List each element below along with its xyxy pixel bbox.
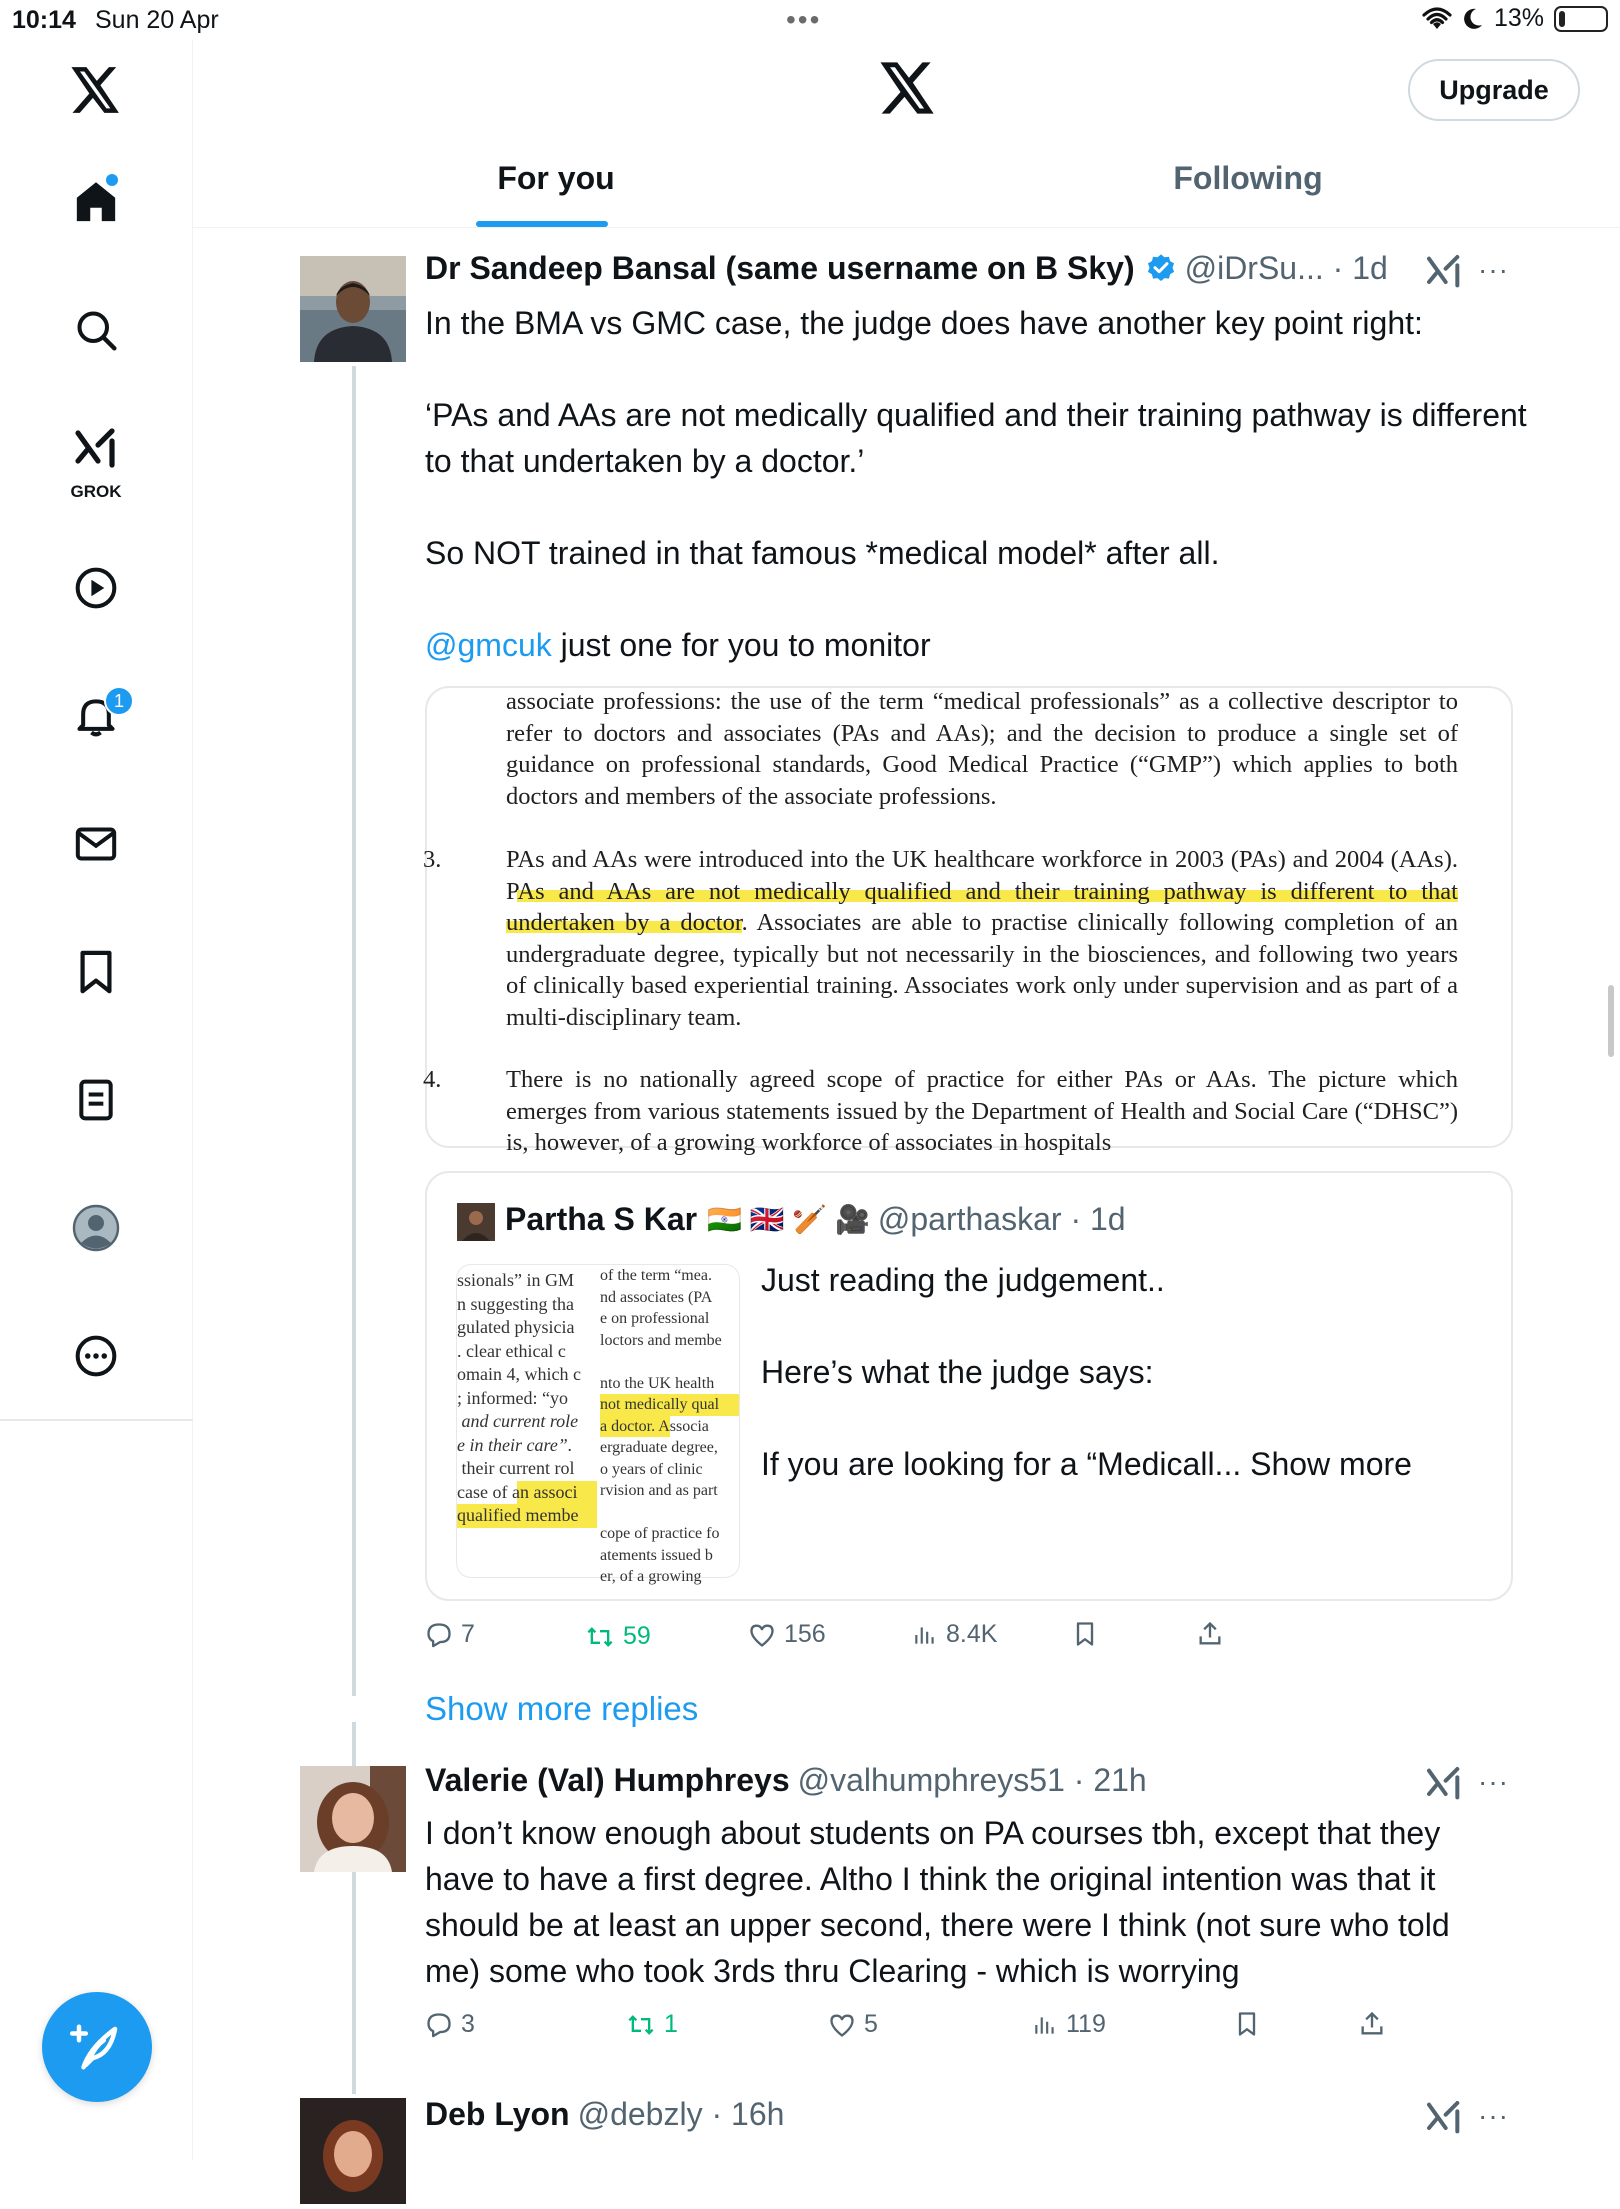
- more-options-icon[interactable]: ···: [1478, 254, 1509, 285]
- avatar-image: [300, 2098, 406, 2204]
- grok-icon[interactable]: [1424, 2098, 1464, 2138]
- repost-button[interactable]: [626, 2010, 678, 2039]
- tweet-text-4: [425, 622, 1535, 668]
- status-right: [1422, 4, 1608, 33]
- like-icon: [828, 2011, 856, 2039]
- tweet-header: [425, 250, 1388, 287]
- thumb-right-col: of the term “mea. nd associates (PA e on professional loctors and membe nto the UK health not medically qual a doctor. Associa ergraduate degree, o years of clinic rvision and as part cope of practice fo atements issued b er, of a growing: [600, 1265, 739, 1588]
- sidebar-lists[interactable]: [56, 1060, 136, 1140]
- scrollbar[interactable]: [1608, 985, 1614, 1057]
- doc-para-3-start: PAs and AAs were introduced into the UK healthcare workforce in 2003 (PAs) and 2004 (AAs). P: [506, 846, 1458, 905]
- display-name[interactable]: Dr Sandeep Bansal (same username on B Sky): [425, 250, 1135, 286]
- bookmark-icon: [1234, 2010, 1260, 2038]
- timeline-tabs: [193, 150, 1620, 228]
- quote-tweet[interactable]: [425, 1171, 1513, 1601]
- bookmark-button[interactable]: [1072, 1620, 1098, 1648]
- quote-line-1: Just reading the judgement..: [761, 1262, 1165, 1298]
- quote-avatar: [457, 1203, 495, 1241]
- sidebar-messages[interactable]: [56, 804, 136, 884]
- doc-paragraph-4: There is no nationally agreed scope of practice for either PAs or AAs. The picture which emerges from various statements issued by the Department of Health and Social Care (“DHSC”) is, however, of a growing workforce of associates in hospitals: [506, 1066, 1458, 1156]
- handle[interactable]: @debzly · 16h: [577, 2096, 785, 2132]
- video-icon: [74, 566, 118, 610]
- repost-count: 1: [664, 2010, 678, 2038]
- bookmark-icon: [1072, 1620, 1098, 1648]
- sidebar: [0, 40, 193, 2160]
- views-icon: [1032, 2011, 1058, 2039]
- status-bar: [0, 0, 1620, 40]
- sidebar-bookmarks[interactable]: [56, 932, 136, 1012]
- views-count: 8.4K: [946, 1620, 998, 1648]
- thumb-left-col: ssionals” in GM n suggesting tha gulated physicia . clear ethical c omain 4, which c ; informed: “yo and current role e in their care”. their current rol case of an associ qualified membe: [457, 1269, 597, 1528]
- views-button[interactable]: [1032, 2010, 1106, 2039]
- lists-icon: [76, 1078, 116, 1122]
- reply-count: 7: [461, 1620, 475, 1648]
- avatar[interactable]: [300, 1766, 406, 1872]
- avatar[interactable]: [300, 256, 406, 362]
- share-button[interactable]: [1358, 2010, 1386, 2038]
- reply-button[interactable]: [425, 1620, 475, 1649]
- doc-para-3-end: . Associates are able to practise clinically following completion of an undergraduate degree, typically but not necessarily in the biosciences, and following two years of clinically based experiential training. Associates work only under supervision and as part of a multi-disciplinary team.: [506, 909, 1458, 1031]
- moon-icon: [1462, 7, 1484, 31]
- grok-label: GROK: [70, 482, 122, 501]
- doc-paragraph-3: [506, 844, 1458, 1033]
- quote-line-2: Here’s what the judge says:: [761, 1354, 1154, 1390]
- views-button[interactable]: [912, 1620, 997, 1649]
- tweet-header: [425, 1762, 1147, 1799]
- quote-text: [761, 1257, 1412, 1487]
- bookmark-button[interactable]: [1234, 2010, 1260, 2038]
- reply-icon: [425, 2011, 453, 2039]
- avatar[interactable]: [300, 2098, 406, 2204]
- doc-paragraph-2: associate professions: the use of the term “medical professionals” as a collective descriptor to refer to doctors and associates (PAs and AAs); and the decision to produce a single set of guidance on professional standards, Good Medical Practice (“GMP”) which applies to both doctors and members of the associate professions.: [506, 688, 1458, 810]
- compose-button[interactable]: [42, 1992, 152, 2102]
- tweet-text-1: In the BMA vs GMC case, the judge does have another key point right:: [425, 305, 1423, 341]
- doc-number-4: 4.: [423, 1066, 442, 1093]
- battery-percent: 13%: [1493, 4, 1544, 32]
- sidebar-profile[interactable]: [56, 1188, 136, 1268]
- thread-line: [352, 366, 356, 1696]
- like-count: 156: [784, 1620, 826, 1648]
- tweet-text-2: ‘PAs and AAs are not medically qualified and their training pathway is different to that undertaken by a doctor.’: [425, 397, 1536, 479]
- tweet-text-4-rest: just one for you to monitor: [551, 627, 931, 663]
- avatar-image: [300, 1766, 406, 1872]
- profile-icon: [72, 1204, 120, 1252]
- grok-icon[interactable]: [1424, 1764, 1464, 1804]
- status-time: 10:14: [12, 6, 76, 34]
- tweet-header: [425, 2096, 784, 2133]
- handle[interactable]: @valhumphreys51 · 21h: [797, 1762, 1147, 1798]
- reply-button[interactable]: [425, 2010, 475, 2039]
- tweet-text: I don’t know enough about students on PA courses tbh, except that they have to have a first degree. Altho I think the original intention was that it should be at least an upper second, there were I think (not sure who told me) some who took 3rds thru Clearing - which is worrying: [425, 1815, 1459, 1989]
- more-circle-icon: [74, 1334, 118, 1378]
- repost-icon: [585, 1623, 615, 1651]
- sidebar-video[interactable]: [56, 548, 136, 628]
- like-icon: [748, 1621, 776, 1649]
- avatar-image: [300, 256, 406, 362]
- more-options-icon[interactable]: ···: [1478, 2100, 1509, 2131]
- handle[interactable]: @iDrSu... · 1d: [1184, 250, 1388, 286]
- quote-header: [505, 1201, 1126, 1238]
- quote-image: [457, 1265, 739, 1585]
- mention-link[interactable]: @gmcuk: [425, 627, 552, 663]
- repost-count: 59: [623, 1622, 651, 1650]
- sidebar-home[interactable]: [56, 162, 136, 242]
- quote-handle: @parthaskar · 1d: [877, 1201, 1126, 1237]
- sidebar-notifications[interactable]: [56, 676, 136, 756]
- status-date: Sun 20 Apr: [95, 6, 219, 34]
- share-button[interactable]: [1196, 1620, 1224, 1648]
- multitasking-dots[interactable]: •••: [786, 4, 822, 35]
- sidebar-separator: [0, 1419, 193, 1421]
- x-logo-icon: [880, 62, 936, 114]
- mail-icon: [74, 824, 118, 864]
- repost-button[interactable]: [585, 1622, 651, 1651]
- tab-for-you[interactable]: For you: [497, 160, 615, 196]
- sidebar-more[interactable]: [56, 1316, 136, 1396]
- grok-icon: [72, 425, 120, 473]
- header-x-logo[interactable]: [880, 62, 936, 118]
- compose-icon: [70, 2020, 124, 2074]
- tweet-image[interactable]: [423, 686, 1513, 1156]
- display-name[interactable]: Valerie (Val) Humphreys: [425, 1762, 790, 1798]
- wifi-icon: [1422, 7, 1452, 31]
- search-icon: [74, 308, 118, 352]
- tab-following[interactable]: Following: [1173, 160, 1323, 196]
- repost-icon: [626, 2011, 656, 2039]
- share-icon: [1196, 1620, 1224, 1648]
- verified-icon: [1145, 253, 1177, 285]
- notifications-badge: 1: [104, 686, 134, 716]
- bookmark-icon: [76, 949, 116, 995]
- sidebar-x-logo[interactable]: [56, 50, 136, 130]
- show-more-replies-link[interactable]: Show more replies: [425, 1690, 699, 1727]
- quote-display-name: Partha S Kar: [505, 1201, 698, 1237]
- like-count: 5: [864, 2010, 878, 2038]
- quote-line-3: If you are looking for a “Medicall...: [761, 1446, 1242, 1482]
- share-icon: [1358, 2010, 1386, 2038]
- quote-flags: 🇮🇳 🇬🇧 🏏 🎥: [707, 1204, 870, 1235]
- x-logo-icon: [71, 67, 121, 113]
- views-icon: [912, 1621, 938, 1649]
- sidebar-explore[interactable]: [56, 290, 136, 370]
- sidebar-grok[interactable]: [56, 418, 136, 501]
- doc-number-3: 3.: [423, 846, 442, 873]
- home-unread-dot: [106, 174, 118, 186]
- like-button[interactable]: [748, 1620, 826, 1649]
- display-name[interactable]: Deb Lyon: [425, 2096, 570, 2132]
- grok-icon[interactable]: [1424, 252, 1464, 292]
- upgrade-button[interactable]: Upgrade: [1408, 59, 1580, 121]
- views-count: 119: [1066, 2010, 1106, 2038]
- active-tab-indicator: [476, 221, 608, 227]
- more-options-icon[interactable]: ···: [1478, 1766, 1509, 1797]
- like-button[interactable]: [828, 2010, 878, 2039]
- reply-count: 3: [461, 2010, 475, 2038]
- doc-highlight: As and AAs are not medically qualified and their training pathway is different to that undertaken by a doctor: [506, 877, 1458, 936]
- show-more-link[interactable]: Show more: [1241, 1446, 1412, 1482]
- battery-icon: [1554, 6, 1608, 32]
- reply-icon: [425, 1621, 453, 1649]
- tweet-text-3: So NOT trained in that famous *medical model* after all.: [425, 535, 1220, 571]
